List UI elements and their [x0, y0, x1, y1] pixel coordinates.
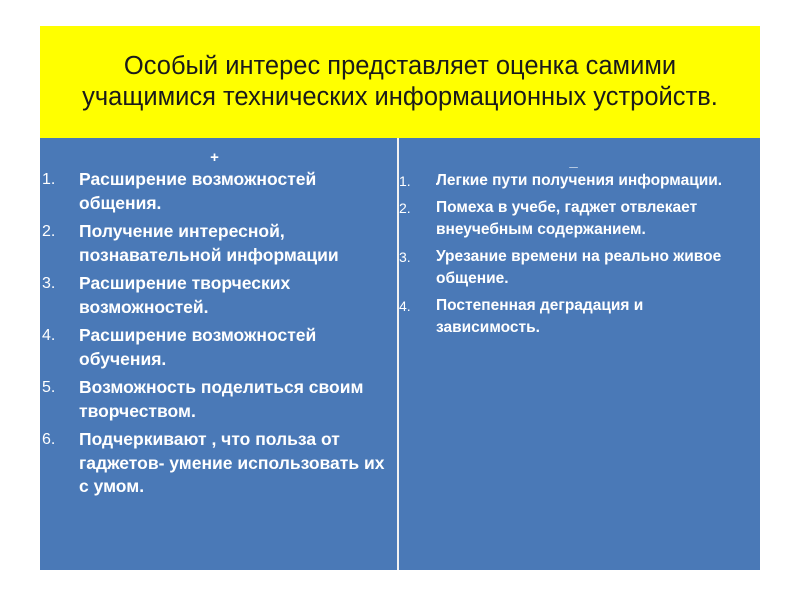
list-item — [40, 220, 389, 267]
item-text: Получение интересной, познавательной информации — [79, 221, 339, 265]
table-body — [40, 138, 760, 570]
pros-heading: + — [210, 149, 219, 166]
list-item — [40, 168, 389, 215]
item-number: 4. — [399, 297, 411, 314]
pros-column — [40, 138, 399, 570]
pros-list — [40, 168, 389, 499]
item-text: Расширение творческих возможностей. — [79, 273, 291, 317]
item-text: Расширение возможностей обучения. — [79, 325, 317, 369]
slide-title: Особый интерес представляет оценка самими учащимися технических информационных устройств. — [82, 52, 718, 111]
item-number: 1. — [399, 173, 411, 189]
item-number: 4. — [42, 327, 56, 344]
item-text: Подчеркивают , что польза от гаджетов- умение использовать их с умом. — [79, 429, 385, 496]
list-item — [399, 246, 748, 291]
cons-column — [399, 138, 760, 570]
item-number: 2. — [399, 199, 411, 216]
comparison-table — [40, 26, 760, 570]
item-number: 6. — [42, 431, 56, 448]
cons-list — [399, 170, 748, 340]
item-text: Урезание времени на реально живое общение. — [436, 247, 722, 287]
table-header — [40, 26, 760, 138]
item-text: Легкие пути получения информации. — [436, 172, 723, 189]
item-number: 2. — [42, 223, 56, 240]
item-text: Помеха в учебе, гаджет отвлекает внеучебным содержанием. — [436, 198, 698, 238]
item-number: 3. — [42, 275, 56, 292]
item-text: Возможность поделиться своим творчеством. — [79, 377, 364, 421]
item-text: Постепенная деградация и зависимость. — [436, 296, 644, 336]
cons-heading: _ — [569, 153, 578, 170]
item-text: Расширение возможностей общения. — [79, 169, 317, 213]
list-item — [399, 197, 748, 242]
item-number: 5. — [42, 379, 56, 396]
item-number: 3. — [399, 248, 411, 265]
list-item — [40, 324, 389, 371]
list-item — [399, 295, 748, 340]
list-item — [40, 272, 389, 319]
list-item — [399, 170, 748, 193]
list-item — [40, 428, 389, 499]
list-item — [40, 376, 389, 423]
item-number: 1. — [42, 171, 56, 188]
